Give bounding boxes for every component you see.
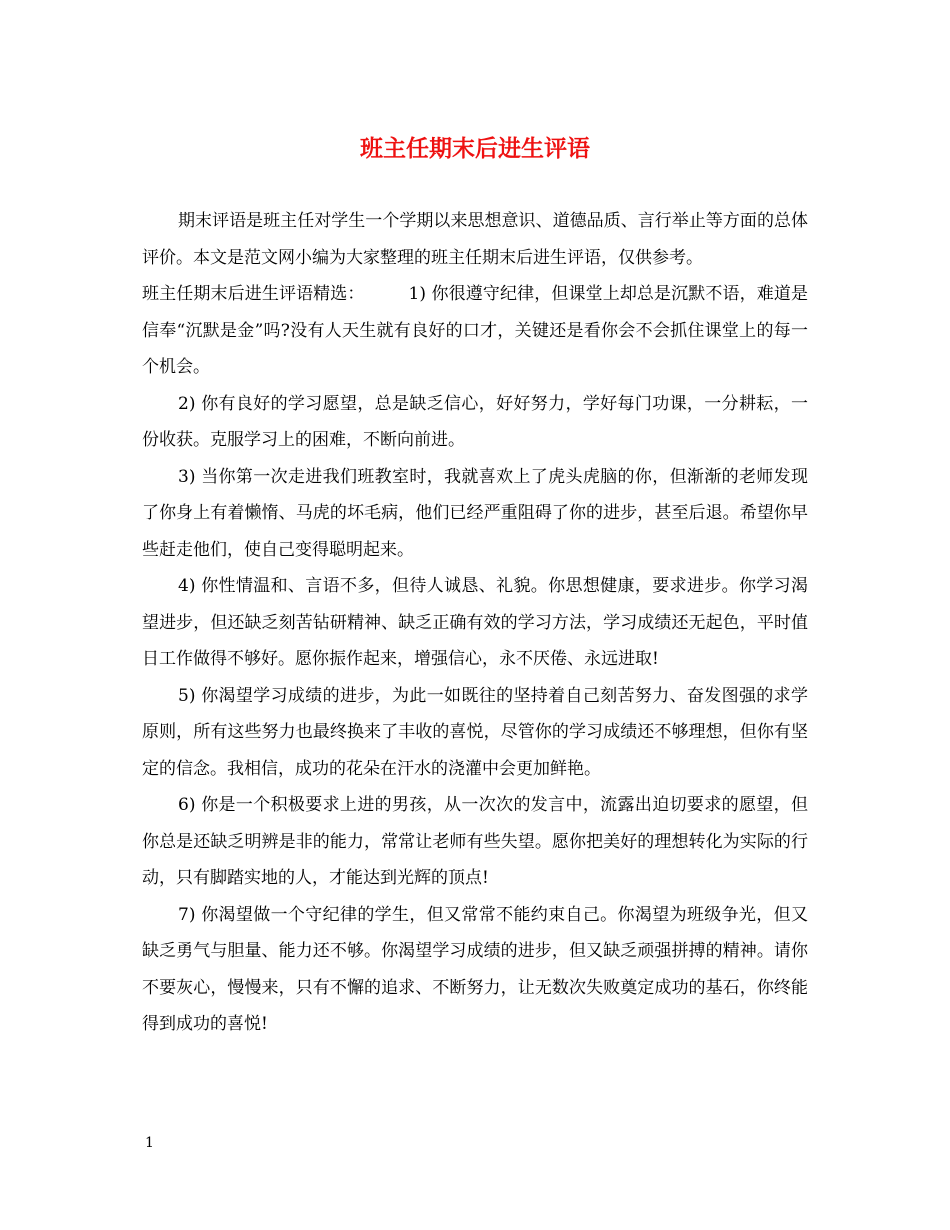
section-paragraph [142, 276, 808, 386]
comment-item-2: 2) 你有良好的学习愿望，总是缺乏信心，好好努力，学好每门功课，一分耕耘，一份收获。克服学习上的困难，不断向前进。 [142, 393, 808, 450]
intro-paragraph: 期末评语是班主任对学生一个学期以来思想意识、道德品质、言行举止等方面的总体评价。本文是范文网小编为大家整理的班主任期末后进生评语，仅供参考。 [142, 211, 808, 268]
comment-item-3: 3) 当你第一次走进我们班教室时，我就喜欢上了虎头虎脑的你，但渐渐的老师发现了你身上有着懒惰、马虎的坏毛病，他们已经严重阻碍了你的进步，甚至后退。希望你早些赶走他们，使自己变得聪明起来。 [142, 466, 808, 560]
document-body [142, 203, 808, 1043]
comment-item-6: 6) 你是一个积极要求上进的男孩，从一次次的发言中，流露出迫切要求的愿望，但你总是还缺乏明辨是非的能力，常常让老师有些失望。愿你把美好的理想转化为实际的行动，只有脚踏实地的人，才能达到光辉的顶点! [142, 795, 808, 888]
comment-item-1: 1) 你很遵守纪律，但课堂上却总是沉默不语，难道是信奉“沉默是金”吗?没有人天生就有良好的口才，关键还是看你会不会抓住课堂上的每一个机会。 [142, 284, 809, 377]
page-number: 1 [145, 1135, 154, 1151]
page-title: 班主任期末后进生评语 [360, 135, 590, 162]
comment-item-7: 7) 你渴望做一个守纪律的学生，但又常常不能约束自己。你渴望为班级争光，但又缺乏勇气与胆量、能力还不够。你渴望学习成绩的进步，但又缺乏顽强拼搏的精神。请你不要灰心，慢慢来，只有不懈的追求、不断努力，让无数次失败奠定成功的基石，你终能得到成功的喜悦! [142, 904, 808, 1034]
comment-item-4: 4) 你性情温和、言语不多，但待人诚恳、礼貌。你思想健康，要求进步。你学习渴望进步，但还缺乏刻苦钻研精神、缺乏正确有效的学习方法，学习成绩还无起色，平时值日工作做得不够好。愿你振作起来，增强信心，永不厌倦、永远进取! [142, 576, 808, 669]
comment-item-5: 5) 你渴望学习成绩的进步，为此一如既往的坚持着自己刻苦努力、奋发图强的求学原则，所有这些努力也最终换来了丰收的喜悦，尽管你的学习成绩还不够理想，但你有坚定的信念。我相信，成功的花朵在汗水的浇灌中会更加鲜艳。 [142, 685, 808, 779]
section-heading: 班主任期末后进生评语精选： [142, 284, 365, 304]
